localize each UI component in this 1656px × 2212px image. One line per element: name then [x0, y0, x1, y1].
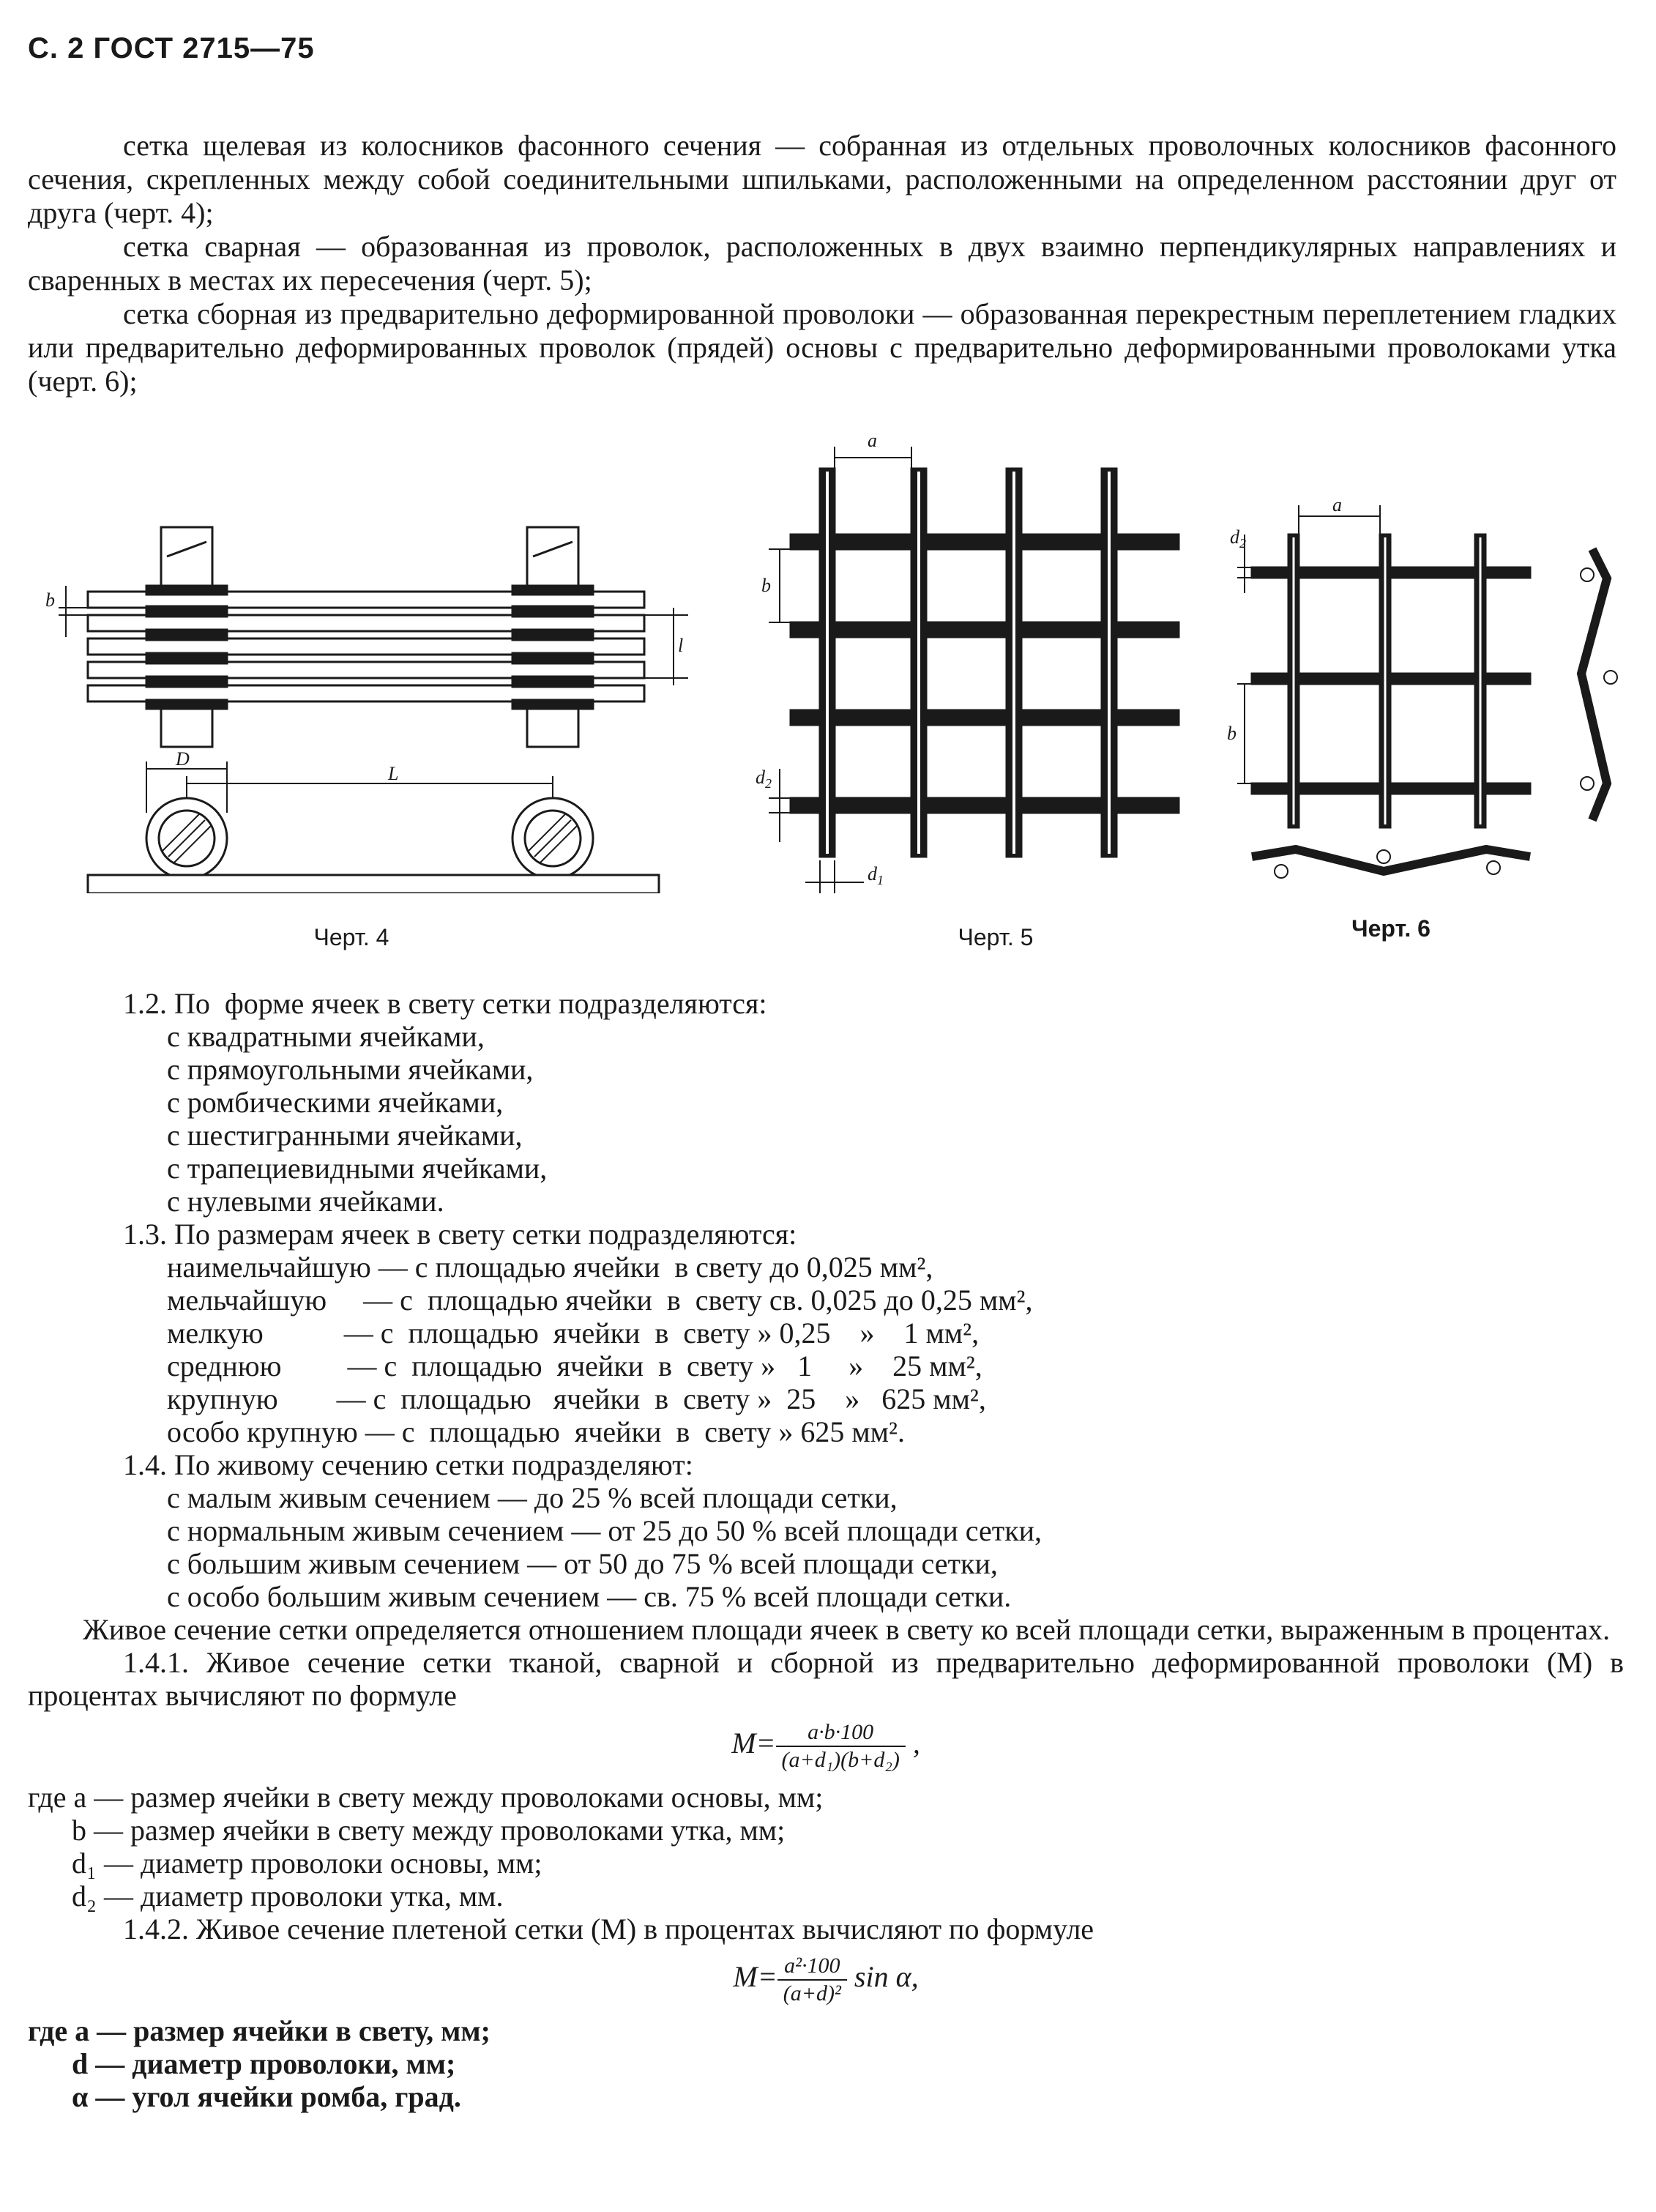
section-1-4-2-text: 1.4.2. Живое сечение плетеной сетки (M) в процентах вычисляют по формуле: [123, 1913, 1094, 1945]
definition-row: d₂ — диаметр проволоки утка, мм.: [28, 1880, 504, 1913]
definition-row: d₁ — диаметр проволоки основы, мм;: [28, 1847, 542, 1880]
fig4-label-L: L: [388, 763, 399, 784]
list-item: с прямоугольными ячейками,: [167, 1053, 534, 1086]
size-row: наимельчайшую — с площадью ячейки в свету до 0,025 мм²,: [167, 1251, 933, 1284]
list-item: с ромбическими ячейками,: [167, 1086, 504, 1119]
definition-row: d — диаметр проволоки, мм;: [28, 2047, 456, 2080]
definition-row: b — размер ячейки в свету между проволоками утка, мм;: [28, 1814, 786, 1847]
main-text: [28, 987, 1624, 2113]
list-item: с нормальным живым сечением — от 25 до 50 % всей площади сетки,: [167, 1514, 1043, 1547]
list-item: с особо большим живым сечением — св. 75 % всей площади сетки.: [167, 1580, 1012, 1613]
size-row: крупную — с площадью ячейки в свету » 25 » 625 мм²,: [167, 1382, 986, 1415]
size-row: мелкую — с площадью ячейки в свету » 0,25 » 1 мм²,: [167, 1317, 980, 1349]
fig5-label-a: a: [868, 430, 877, 451]
definition-assembled-mesh: сетка сборная из предварительно деформированной проволоки — образованная перекрестным переплетением гладких или предварительно деформированных проволок (прядей) основы с предварительно деформированными проволоками утка (черт. 6);: [28, 297, 1616, 398]
fig4-label-D: D: [176, 748, 190, 770]
section-1-4-title: 1.4. По живому сечению сетки подразделяют:: [123, 1448, 693, 1481]
figure-4-drawing: [44, 513, 688, 893]
fig4-label-b: b: [45, 589, 55, 611]
page-header: С. 2 ГОСТ 2715—75: [28, 32, 315, 64]
fig6-label-a: a: [1332, 494, 1342, 515]
definition-row: где a — размер ячейки в свету между проволоками основы, мм;: [28, 1781, 824, 1814]
fig5-label-d1: $d_1$: [868, 863, 884, 887]
fig6-label-d2: $d_2$: [1230, 526, 1246, 551]
fig4-label-l: l: [678, 635, 684, 656]
size-row: мельчайшую — с площадью ячейки в свету св. 0,025 до 0,25 мм²,: [167, 1284, 1033, 1317]
figure-6-drawing: [1201, 491, 1640, 901]
list-item: с шестигранными ячейками,: [167, 1119, 523, 1152]
definition-welded-mesh: сетка сварная — образованная из проволок, расположенных в двух взаимно перпендикулярных направлениях и сваренных в местах их пересечения (черт. 5);: [28, 230, 1616, 297]
figure-5-caption: Черт. 5: [958, 924, 1034, 950]
list-item: с большим живым сечением — от 50 до 75 % всей площади сетки,: [167, 1547, 998, 1580]
fig5-label-d2: $d_2$: [756, 767, 772, 791]
fig6-label-b: b: [1227, 723, 1237, 744]
formula-1-definitions: [28, 1781, 1624, 1913]
figure-4-caption: Черт. 4: [313, 924, 389, 950]
definition-row: где a — размер ячейки в свету, мм;: [28, 2014, 491, 2047]
list-item: с трапециевидными ячейками,: [167, 1152, 548, 1185]
size-row: особо крупную — с площадью ячейки в свету » 625 мм².: [167, 1415, 905, 1448]
formula-1: M= $\frac{a\cdot b\cdot 100}{\text{(a+d₁)(b+d₂)}}$ ,: [731, 1720, 920, 1772]
definition-row: α — угол ячейки ромба, град.: [28, 2080, 461, 2113]
figure-5-drawing: [739, 425, 1208, 901]
fig5-label-b: b: [761, 575, 771, 596]
figure-6-caption: Черт. 6: [1351, 915, 1431, 942]
list-item: с малым живым сечением — до 25 % всей площади сетки,: [167, 1481, 898, 1514]
list-item: с квадратными ячейками,: [167, 1020, 485, 1053]
formula-2: M= $\frac{\text{a²·100}}{\text{(a+d)²}}$ sin α,: [733, 1954, 919, 2006]
definition-slotted-mesh: сетка щелевая из колосников фасонного сечения — собранная из отдельных проволочных колосников фасонного сечения, скрепленных между собой соединительными шпильками, расположенными на определенном расстоянии друг от друга (черт. 4);: [28, 129, 1616, 229]
intro-text: [28, 129, 1616, 398]
section-1-4-note: Живое сечение сетки определяется отношением площади ячеек в свету ко всей площади сетки, выраженным в процентах.: [83, 1613, 1611, 1646]
section-1-2-title: 1.2. По форме ячеек в свету сетки подразделяются:: [123, 987, 767, 1020]
size-row: среднюю — с площадью ячейки в свету » 1 » 25 мм²,: [167, 1349, 982, 1382]
list-item: с нулевыми ячейками.: [167, 1185, 444, 1218]
formula-2-definitions: [28, 2014, 1624, 2113]
section-1-3-title: 1.3. По размерам ячеек в свету сетки подразделяются:: [123, 1218, 797, 1251]
section-1-4-1-text: 1.4.1. Живое сечение сетки тканой, сварной и сборной из предварительно деформированной проволоки (M) в процентах вычисляют по формуле: [28, 1646, 1624, 1712]
